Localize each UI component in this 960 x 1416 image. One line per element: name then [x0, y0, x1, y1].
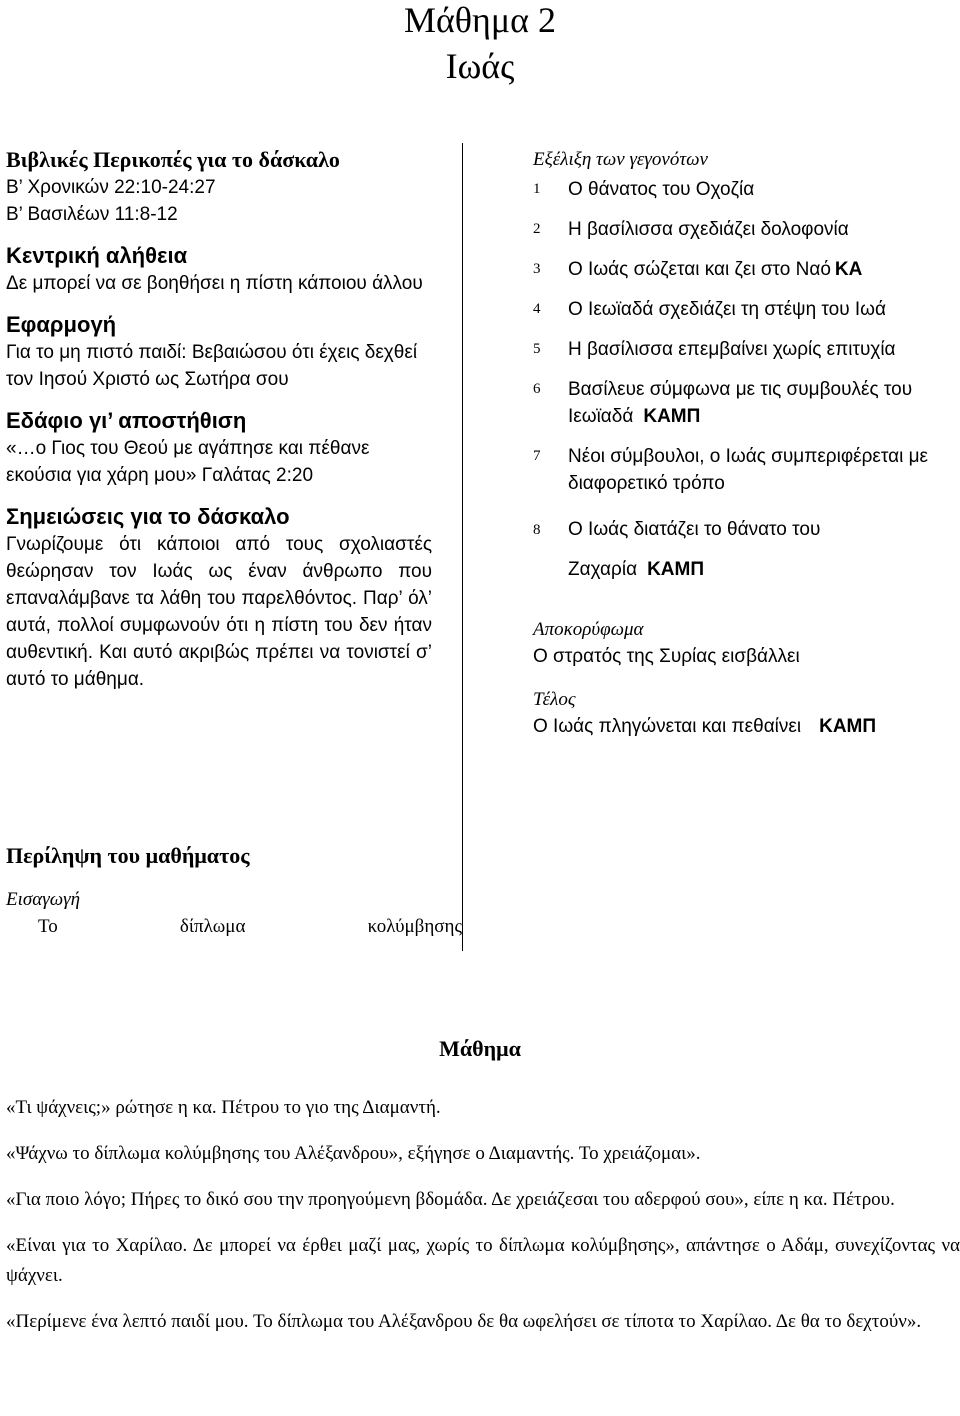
event-number: 7: [533, 448, 541, 464]
truth-section: [6, 242, 432, 297]
climax-section: [533, 616, 957, 670]
end-line: [533, 713, 957, 740]
intro-text: [6, 913, 462, 940]
event-number: 8: [533, 522, 541, 538]
verse-text: «…ο Γιος του Θεού με αγάπησε και πέθανε εκούσια για χάρη μου» Γαλάτας 2:20: [6, 438, 370, 486]
passage-ref: Β’ Βασιλέων 11:8-12: [6, 204, 178, 225]
event-text: Η βασίλισσα σχεδιάζει δολοφονία: [568, 219, 849, 240]
intro-label: Εισαγωγή: [6, 889, 81, 910]
event-item: [533, 510, 957, 590]
left-column: [6, 146, 432, 707]
end-text: Ο Ιωάς πληγώνεται και πεθαίνει: [533, 716, 802, 737]
climax-text: Ο στρατός της Συρίας εισβάλλει: [533, 646, 800, 667]
event-item: [533, 216, 957, 243]
verse-heading: Εδάφιο γι’ αποστήθιση: [6, 408, 247, 433]
verse-section: [6, 407, 432, 489]
event-number: 3: [533, 261, 541, 277]
end-mark: ΚΑΜΠ: [819, 716, 877, 737]
end-heading: Τέλος: [533, 689, 576, 710]
lesson-heading: Μάθημα: [439, 1036, 521, 1061]
truth-heading: Κεντρική αλήθεια: [6, 243, 188, 268]
lesson-paragraph: «Τι ψάχνεις;» ρώτησε η κα. Πέτρου το γιο της Διαμαντή.: [6, 1097, 441, 1118]
passages-heading: Βιβλικές Περικοπές για το δάσκαλο: [6, 147, 340, 172]
application-heading: Εφαρμογή: [6, 312, 117, 337]
right-column: [533, 146, 957, 740]
event-item: [533, 176, 957, 203]
event-mark: ΚΑΜΠ: [647, 559, 705, 580]
event-mark: ΚΑ: [834, 259, 863, 280]
event-number: 1: [533, 181, 541, 197]
event-number: 2: [533, 221, 541, 237]
event-number: 4: [533, 301, 541, 317]
event-mark: ΚΑΜΠ: [643, 406, 701, 427]
application-text: Για το μη πιστό παιδί: Βεβαιώσου ότι έχεις δεχθεί τον Ιησού Χριστό ως Σωτήρα σου: [6, 342, 418, 390]
event-text: Ο θάνατος του Οχοζία: [568, 179, 755, 200]
event-item: [533, 376, 957, 430]
intro-word: Το: [38, 916, 58, 937]
notes-text: Γνωρίζουμε ότι κάποιοι από τους σχολιαστές θεώρησαν τον Ιωάς ως έναν άνθρωπο που επαναλάμβανε τα λάθη του παρελθόντος. Παρ’ όλ’ αυτά, πολλοί συμφωνούν ότι η πίστη του δεν ήταν αυθεντική. Και αυτό ακριβώς πρέπει να τονιστεί σ’ αυτό το μάθημα.: [6, 534, 432, 690]
lesson-name-title: Ιωάς: [445, 46, 515, 86]
event-text: Ο Ιωάς διατάζει το θάνατο του Ζαχαρία: [568, 519, 821, 580]
event-text: Ο Ιεωϊαδά σχεδιάζει τη στέψη του Ιωά: [568, 299, 886, 320]
notes-heading: Σημειώσεις για το δάσκαλο: [6, 504, 290, 529]
passages-section: [6, 146, 432, 228]
climax-heading: Αποκορύφωμα: [533, 619, 644, 640]
summary-heading: Περίληψη του μαθήματος: [6, 843, 250, 868]
column-divider: [462, 143, 463, 951]
event-number: 5: [533, 341, 541, 357]
event-text: Νέοι σύμβουλοι, ο Ιωάς συμπεριφέρεται με διαφορετικό τρόπο: [568, 446, 929, 494]
events-list: [533, 176, 957, 590]
event-item: [533, 256, 957, 283]
lesson-paragraph: «Για ποιο λόγο; Πήρες το δικό σου την προηγούμενη βδομάδα. Δε χρειάζεσαι του αδερφού σου», είπε η κα. Πέτρου.: [6, 1189, 895, 1210]
intro-word: δίπλωμα: [179, 916, 246, 937]
event-item: [533, 443, 957, 497]
event-item: [533, 296, 957, 323]
event-text: Η βασίλισσα επεμβαίνει χωρίς επιτυχία: [568, 339, 896, 360]
lesson-paragraph: «Είναι για το Χαρίλαο. Δε μπορεί να έρθει μαζί μας, χωρίς το δίπλωμα κολύμβησης», απάντησε ο Αδάμ, συνεχίζοντας να ψάχνει.: [6, 1235, 960, 1286]
notes-section: [6, 503, 432, 693]
event-item: [533, 336, 957, 363]
summary-section: [6, 842, 462, 940]
event-text: Βασίλευε σύμφωνα με τις συμβουλές του Ιεωϊαδά: [568, 379, 913, 427]
event-number: 6: [533, 381, 541, 397]
event-text: Ο Ιωάς σώζεται και ζει στο Ναό: [568, 259, 831, 280]
truth-text: Δε μπορεί να σε βοηθήσει η πίστη κάποιου άλλου: [6, 273, 423, 294]
lesson-paragraph: «Ψάχνω το δίπλωμα κολύμβησης του Αλέξανδρου», εξήγησε ο Διαμαντής. Το χρειάζομαι».: [6, 1143, 701, 1164]
lesson-paragraph: «Περίμενε ένα λεπτό παιδί μου. Το δίπλωμα του Αλέξανδρου δε θα ωφελήσει σε τίποτα το Χαρίλαο. Δε θα το δεχτούν».: [6, 1311, 922, 1332]
passage-ref: Β’ Χρονικών 22:10-24:27: [6, 177, 216, 198]
end-section: [533, 686, 957, 740]
application-section: [6, 311, 432, 393]
lesson-body: [6, 1093, 960, 1353]
events-heading: Εξέλιξη των γεγονότων: [533, 149, 708, 170]
lesson-number-title: Μάθημα 2: [403, 0, 557, 40]
intro-word: κολύμβησης: [367, 916, 462, 937]
